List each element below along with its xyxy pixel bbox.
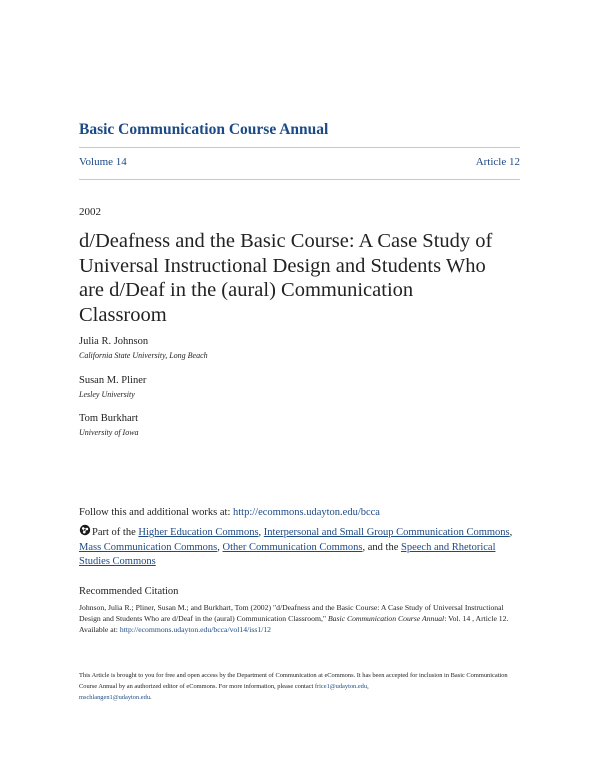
top-divider (79, 147, 520, 148)
title-line: Universal Instructional Design and Students Who (79, 254, 486, 277)
citation-url-link[interactable]: http://ecommons.udayton.edu/bcca/vol14/iss1/12 (119, 625, 272, 635)
author-name: Susan M. Pliner (79, 375, 147, 386)
commons-link[interactable]: Other Communication Commons (222, 541, 363, 553)
citation-text (79, 602, 524, 636)
footer-sep: , (367, 683, 369, 690)
link-separator: , (258, 527, 264, 538)
network-icon (79, 524, 91, 536)
author-affiliation: California State University, Long Beach (79, 351, 208, 360)
follow-prefix: Follow this and additional works at: (79, 507, 233, 518)
available-prefix: Available at: (79, 625, 120, 635)
footer-notice (79, 670, 524, 703)
author-affiliation: Lesley University (79, 390, 135, 399)
author-name: Julia R. Johnson (79, 336, 149, 347)
commons-link[interactable]: Interpersonal and Small Group Communication Commons (263, 527, 510, 538)
title-line: Classroom (79, 303, 167, 326)
contact-email-link[interactable]: frice1@udayton.edu (314, 683, 368, 690)
contact-email-link[interactable]: mschlangen1@udayton.edu (79, 694, 151, 701)
article-title (79, 229, 524, 327)
journal-title-link[interactable]: Basic Communication Course Annual (79, 121, 329, 138)
follow-url-link[interactable]: http://ecommons.udayton.edu/bcca (233, 507, 380, 518)
and-the-text: , and the (362, 541, 402, 553)
citation-volume: : Vol. 14 , Article 12. (444, 614, 509, 624)
footer-end: . (150, 694, 152, 701)
part-of-section (79, 524, 524, 570)
author-name: Tom Burkhart (79, 413, 139, 424)
footer-text: This Article is brought to you for free and open access by the Department of Communication at eCommons. It has been accepted for inclusion in Basic Communication Course Annual by an authorized editor of eCommons. For more information, please contact (79, 672, 508, 690)
commons-link[interactable]: Higher Education Commons (138, 527, 259, 538)
volume-link[interactable]: Volume 14 (79, 156, 127, 168)
part-of-prefix: Part of the (92, 527, 139, 538)
follow-line (79, 507, 380, 518)
publication-year: 2002 (79, 206, 101, 218)
commons-link[interactable]: Speech and Rhetorical Studies Commons (79, 541, 496, 567)
article-link[interactable]: Article 12 (475, 156, 520, 168)
bottom-divider (79, 179, 520, 180)
commons-link[interactable]: Mass Communication Commons (79, 541, 218, 553)
link-separator: , (217, 541, 223, 553)
title-line: d/Deafness and the Basic Course: A Case Study of (79, 230, 493, 252)
citation-journal: Basic Communication Course Annual (327, 614, 445, 624)
citation-main: Johnson, Julia R.; Pliner, Susan M.; and Burkhart, Tom (2002) "d/Deafness and the Basic Course: A Case Study of Universal Instructional Design and Students Who are d/Deaf in the (aural) Communication Classroom," (79, 603, 504, 624)
author-affiliation: University of Iowa (79, 428, 139, 437)
link-separator: , (509, 527, 513, 538)
title-line: are d/Deaf in the (aural) Communication (79, 279, 414, 301)
citation-heading: Recommended Citation (79, 586, 179, 597)
